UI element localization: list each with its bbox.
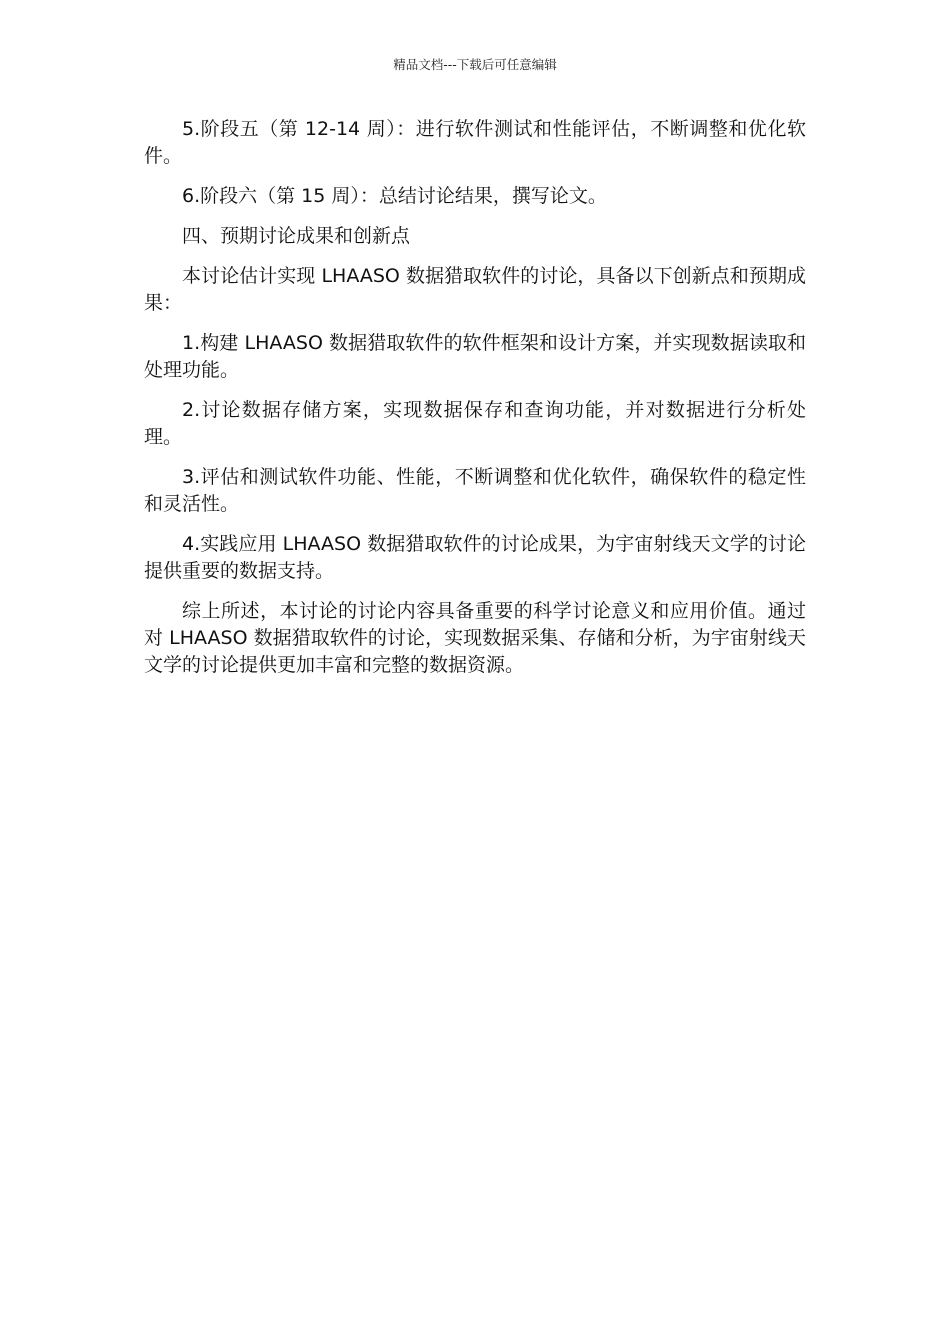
paragraph-item-2: 2.讨论数据存储方案，实现数据保存和查询功能，并对数据进行分析处理。 xyxy=(144,399,806,448)
paragraph-item-4: 4.实践应用 LHAASO 数据猎取软件的讨论成果，为宇宙射线天文学的讨论提供重要的数据支持。 xyxy=(144,533,806,582)
paragraph-item-3: 3.评估和测试软件功能、性能，不断调整和优化软件，确保软件的稳定性和灵活性。 xyxy=(144,466,806,515)
paragraph-intro: 本讨论估计实现 LHAASO 数据猎取软件的讨论，具备以下创新点和预期成果： xyxy=(144,265,806,314)
paragraph-stage-six: 6.阶段六（第 15 周）：总结讨论结果，撰写论文。 xyxy=(182,185,607,207)
page-header: 精品文档---下载后可任意编辑 xyxy=(393,57,557,72)
paragraph-summary: 综上所述，本讨论的讨论内容具备重要的科学讨论意义和应用价值。通过对 LHAASO 数据猎取软件的讨论，实现数据采集、存储和分析，为宇宙射线天文学的讨论提供更加丰富和完整的数据资源。 xyxy=(144,600,806,676)
paragraph-item-1: 1.构建 LHAASO 数据猎取软件的软件框架和设计方案，并实现数据读取和处理功能。 xyxy=(144,332,806,381)
section-heading-expected-results: 四、预期讨论成果和创新点 xyxy=(182,225,411,247)
document-body xyxy=(144,116,806,692)
paragraph-stage-five: 5.阶段五（第 12-14 周）：进行软件测试和性能评估，不断调整和优化软件。 xyxy=(144,118,806,167)
